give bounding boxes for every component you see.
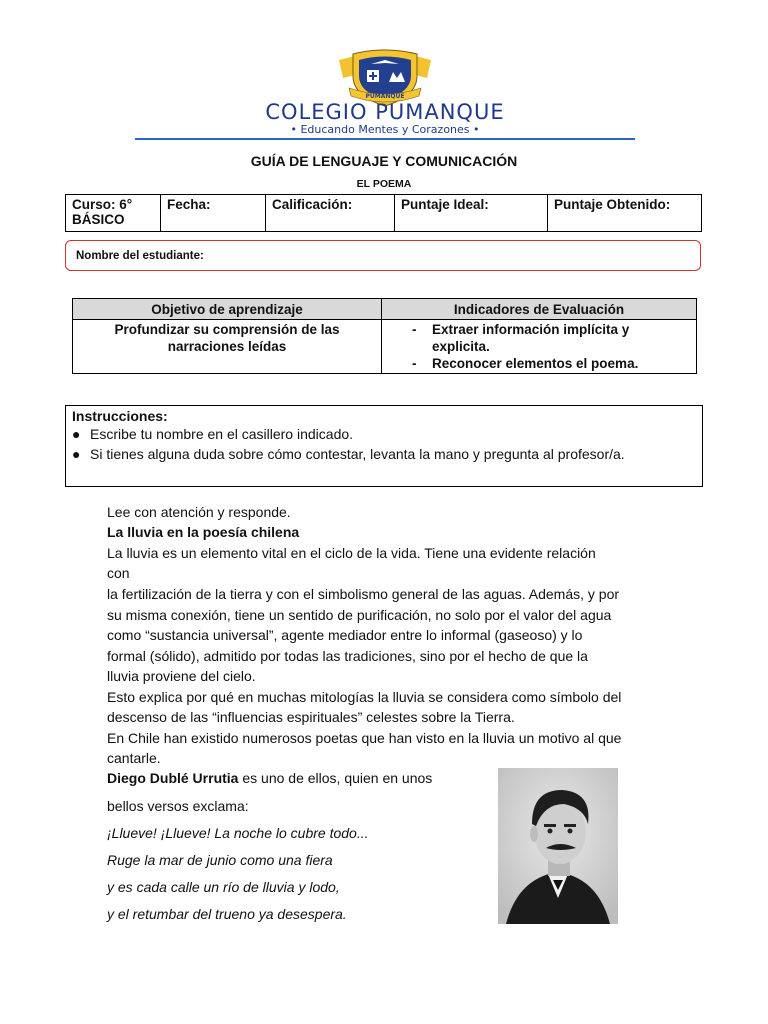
- bullet-icon: ●: [72, 446, 81, 462]
- objective-header: Objetivo de aprendizaje: [73, 299, 382, 320]
- school-logo: [335, 48, 435, 108]
- reading-line: formal (sólido), admitido por todas las tradiciones, sino por el hecho de que la: [107, 648, 588, 664]
- verse-line: Ruge la mar de junio como una fiera: [107, 852, 333, 868]
- instruction-text: Si tienes alguna duda sobre cómo contestar, levanta la mano y pregunta al profesor/a.: [90, 446, 625, 462]
- reading-intro: Lee con atención y responde.: [107, 504, 291, 520]
- verse-line: ¡Llueve! ¡Llueve! La noche lo cubre todo...: [107, 825, 369, 841]
- indicator-item: [386, 321, 692, 355]
- indicators-header: Indicadores de Evaluación: [382, 299, 697, 320]
- instruction-text: Escribe tu nombre en el casillero indicado.: [90, 426, 354, 442]
- logo-banner-text: PUMANQUE: [365, 93, 405, 100]
- indicators-cell: [382, 320, 697, 374]
- fecha-cell[interactable]: Fecha:: [161, 195, 266, 232]
- indicator-text: Reconocer elementos el poema.: [432, 356, 639, 371]
- reading-line: la fertilización de la tierra y con el simbolismo general de las aguas. Además, y por: [107, 586, 620, 602]
- reading-line: descenso de las “influencias espirituales” celestes sobre la Tierra.: [107, 709, 515, 725]
- reading-line: su misma conexión, tiene un sentido de purificación, no solo por el valor del agua: [107, 607, 612, 623]
- dash-bullet: -: [412, 356, 417, 371]
- reading-line: Esto explica por qué en muchas mitologías la lluvia se considera como símbolo del: [107, 689, 622, 705]
- poet-intro-text: es uno de ellos, quien en unos: [238, 770, 433, 786]
- instructions-title: Instrucciones:: [72, 408, 168, 424]
- objective-cell: [73, 320, 382, 374]
- bullet-icon: ●: [72, 426, 81, 442]
- student-name-label: Nombre del estudiante:: [76, 250, 204, 262]
- reading-line: En Chile han existido numerosos poetas que han visto en la lluvia un motivo al que: [107, 730, 622, 746]
- curso-label: Curso: 6°: [72, 197, 133, 212]
- puntaje-obtenido-cell[interactable]: Puntaje Obtenido:: [548, 195, 702, 232]
- objective-line: Profundizar su comprensión de las: [114, 322, 340, 337]
- poet-portrait-image: [498, 768, 618, 924]
- poet-intro: [107, 768, 487, 788]
- indicator-text: Extraer información implícita y: [432, 322, 630, 337]
- document-title: GUÍA DE LENGUAJE Y COMUNICACIÓN: [250, 153, 518, 169]
- student-name-field[interactable]: [65, 240, 701, 271]
- indicator-text: explicita.: [432, 339, 490, 354]
- reading-line: lluvia proviene del cielo.: [107, 668, 256, 684]
- instructions-box: [65, 405, 703, 487]
- poet-name: Diego Dublé Urrutia: [107, 770, 239, 786]
- objective-line: narraciones leídas: [167, 339, 287, 354]
- reading-line: con: [107, 565, 130, 581]
- curso-level: BÁSICO: [72, 212, 125, 227]
- instruction-item: [72, 426, 353, 442]
- info-table: [65, 194, 702, 232]
- school-name: COLEGIO PUMANQUE: [265, 100, 505, 124]
- calificacion-cell[interactable]: Calificación:: [266, 195, 395, 232]
- school-motto: • Educando Mentes y Corazones •: [290, 123, 480, 136]
- instruction-item: [72, 446, 625, 462]
- dash-bullet: -: [412, 322, 417, 337]
- poet-intro-line2: bellos versos exclama:: [107, 798, 249, 814]
- reading-line: como “sustancia universal”, agente mediador entre lo informal (gaseoso) y lo: [107, 627, 583, 643]
- curso-cell: [66, 195, 161, 232]
- reading-line: cantarle.: [107, 750, 161, 766]
- reading-heading: La lluvia en la poesía chilena: [107, 524, 300, 540]
- verse-line: y es cada calle un río de lluvia y lodo,: [107, 879, 340, 895]
- indicator-item: [386, 355, 692, 372]
- objectives-table: [72, 298, 697, 374]
- reading-line: La lluvia es un elemento vital en el ciclo de la vida. Tiene una evidente relación: [107, 545, 596, 561]
- document-subtitle: EL POEMA: [356, 178, 412, 190]
- puntaje-ideal-cell[interactable]: Puntaje Ideal:: [395, 195, 548, 232]
- verse-line: y el retumbar del trueno ya desespera.: [107, 906, 347, 922]
- header-divider: [135, 138, 635, 140]
